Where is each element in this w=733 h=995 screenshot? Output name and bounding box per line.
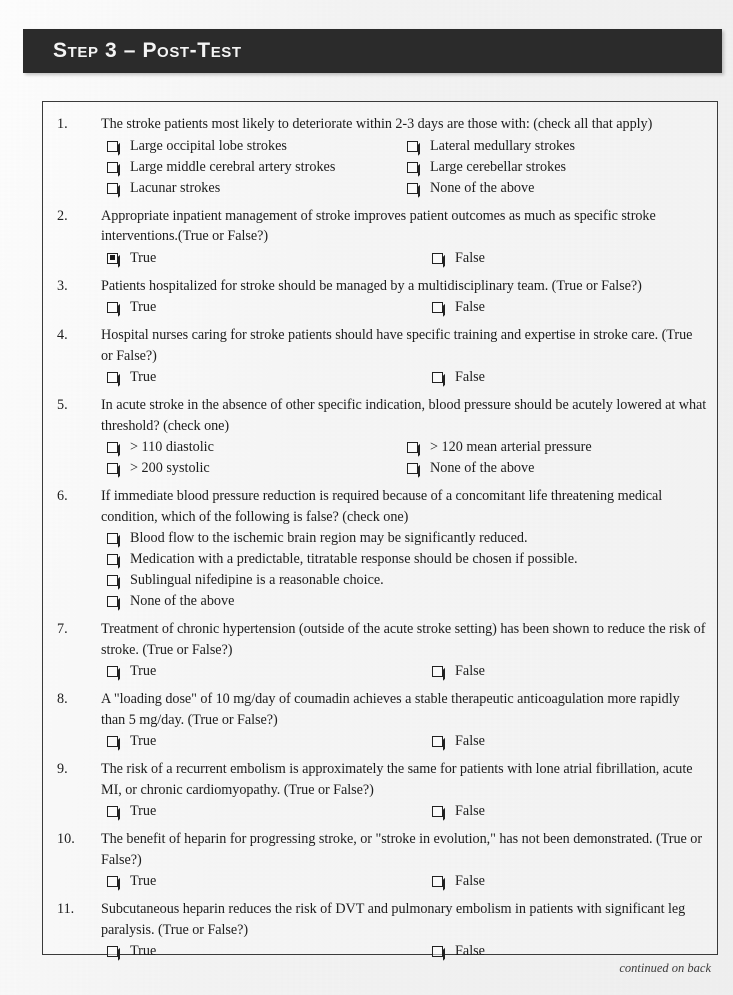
checkbox-icon[interactable]: [432, 946, 443, 957]
option-group: [101, 801, 707, 822]
option-label: False: [455, 369, 485, 385]
question-item: [53, 899, 707, 962]
option-row[interactable]: [432, 367, 485, 388]
checkbox-icon[interactable]: [432, 736, 443, 747]
option-row[interactable]: [107, 570, 707, 591]
option-label: > 110 diastolic: [130, 439, 214, 455]
option-label: True: [130, 943, 157, 959]
option-group: [101, 367, 707, 388]
option-group: [101, 731, 707, 752]
question-text: Hospital nurses caring for stroke patients should have specific training and expertise in stroke care. (True or False?): [101, 327, 693, 364]
option-row[interactable]: [407, 136, 707, 157]
checkbox-icon[interactable]: [432, 253, 443, 264]
question-number: 7.: [57, 621, 68, 637]
option-row[interactable]: [107, 528, 707, 549]
checkbox-icon[interactable]: [107, 575, 118, 586]
checkbox-icon[interactable]: [432, 666, 443, 677]
option-label: Blood flow to the ischemic brain region may be significantly reduced.: [130, 530, 528, 546]
option-row[interactable]: [407, 437, 707, 458]
option-row[interactable]: [407, 178, 707, 199]
checkbox-icon[interactable]: [432, 302, 443, 313]
option-row[interactable]: [432, 941, 485, 962]
option-row[interactable]: [107, 136, 407, 157]
checkbox-icon[interactable]: [107, 554, 118, 565]
questionnaire-container: [42, 101, 718, 959]
checkbox-icon[interactable]: [107, 876, 118, 887]
question-text: The benefit of heparin for progressing stroke, or "stroke in evolution," has not been demonstrated. (True or False?): [101, 831, 702, 868]
option-label: False: [455, 873, 485, 889]
option-row[interactable]: [107, 248, 432, 269]
option-row[interactable]: [107, 437, 407, 458]
option-label: False: [455, 249, 485, 266]
checkbox-icon[interactable]: [107, 736, 118, 747]
continued-note: continued on back: [619, 961, 711, 975]
option-label: Lacunar strokes: [130, 179, 221, 196]
option-row[interactable]: [107, 297, 432, 318]
option-row[interactable]: [107, 591, 707, 612]
checkbox-icon[interactable]: [107, 596, 118, 607]
question-item: [53, 689, 707, 752]
option-row[interactable]: [107, 367, 432, 388]
checkbox-icon[interactable]: [407, 141, 418, 152]
option-row[interactable]: [432, 297, 485, 318]
option-label: True: [130, 663, 157, 679]
option-row[interactable]: [107, 731, 432, 752]
option-label: > 200 systolic: [130, 460, 210, 476]
question-number: 4.: [57, 327, 68, 343]
option-row[interactable]: [107, 549, 707, 570]
option-row[interactable]: [107, 801, 432, 822]
question-list: [43, 102, 717, 969]
question-item: [53, 829, 707, 892]
checkbox-icon[interactable]: [107, 372, 118, 383]
checkbox-icon[interactable]: [107, 162, 118, 173]
checkbox-icon[interactable]: [107, 666, 118, 677]
option-row[interactable]: [432, 731, 485, 752]
option-label: Medication with a predictable, titratable response should be chosen if possible.: [130, 551, 578, 567]
option-label: False: [455, 733, 485, 749]
checkbox-icon[interactable]: [107, 302, 118, 313]
option-label: Lateral medullary strokes: [430, 137, 575, 154]
option-label: Large cerebellar strokes: [430, 158, 567, 175]
checkbox-checked-icon[interactable]: [107, 253, 118, 264]
checkbox-icon[interactable]: [107, 463, 118, 474]
option-label: Large middle cerebral artery strokes: [130, 158, 336, 175]
option-row[interactable]: [107, 157, 407, 178]
question-number: 1.: [57, 116, 68, 132]
option-label: False: [455, 803, 485, 819]
option-label: None of the above: [130, 593, 235, 609]
option-group: [101, 941, 707, 962]
question-number: 5.: [57, 397, 68, 413]
option-label: True: [130, 733, 157, 749]
checkbox-icon[interactable]: [107, 442, 118, 453]
checkbox-icon[interactable]: [432, 806, 443, 817]
option-label: False: [455, 663, 485, 679]
option-group: [101, 437, 707, 479]
question-item: [53, 325, 707, 388]
checkbox-icon[interactable]: [407, 162, 418, 173]
option-label: > 120 mean arterial pressure: [430, 439, 592, 455]
checkbox-icon[interactable]: [407, 183, 418, 194]
question-item: [53, 759, 707, 822]
option-group: [101, 871, 707, 892]
question-number: 8.: [57, 691, 68, 707]
checkbox-icon[interactable]: [407, 442, 418, 453]
question-text: Appropriate inpatient management of stroke improves patient outcomes as much as specific stroke interventions.(True or False?): [101, 207, 656, 244]
question-text: The risk of a recurrent embolism is approximately the same for patients with lone atrial fibrillation, acute MI, or chronic cardiomyopathy. (True or False?): [101, 761, 693, 798]
checkbox-icon[interactable]: [432, 876, 443, 887]
question-item: [53, 206, 707, 269]
question-text: Subcutaneous heparin reduces the risk of DVT and pulmonary embolism in patients with significant leg paralysis. (True or False?): [101, 901, 686, 938]
question-number: 2.: [57, 207, 68, 224]
section-header-bar: [23, 29, 722, 73]
question-number: 6.: [57, 488, 68, 504]
option-label: True: [130, 873, 157, 889]
option-label: None of the above: [430, 179, 535, 196]
checkbox-icon[interactable]: [107, 141, 118, 152]
checkbox-icon[interactable]: [107, 533, 118, 544]
question-text: In acute stroke in the absence of other specific indication, blood pressure should be acutely lowered at what threshold? (check one): [101, 397, 707, 434]
option-row[interactable]: [432, 801, 485, 822]
question-item: [53, 619, 707, 682]
option-label: True: [130, 369, 157, 385]
question-item: [53, 276, 707, 319]
option-group: [101, 528, 707, 612]
question-text: The stroke patients most likely to deteriorate within 2-3 days are those with: (check all that apply): [101, 116, 653, 132]
option-group: [101, 297, 707, 318]
page-title: Step 3 – Post-Test: [53, 39, 242, 62]
question-item: [53, 395, 707, 479]
option-row[interactable]: [107, 661, 432, 682]
question-item: [53, 114, 707, 199]
option-row[interactable]: [107, 178, 407, 199]
option-label: True: [130, 299, 157, 315]
checkbox-icon[interactable]: [107, 946, 118, 957]
option-row[interactable]: [432, 871, 485, 892]
question-number: 11.: [57, 901, 75, 917]
option-row[interactable]: [107, 941, 432, 962]
option-row[interactable]: [107, 458, 407, 479]
option-row[interactable]: [407, 458, 707, 479]
option-label: False: [455, 943, 485, 959]
option-row[interactable]: [107, 871, 432, 892]
option-label: False: [455, 299, 485, 315]
question-number: 9.: [57, 761, 68, 777]
option-group: [101, 661, 707, 682]
question-text: Treatment of chronic hypertension (outside of the acute stroke setting) has been shown to reduce the risk of stroke. (True or False?): [101, 621, 706, 658]
option-label: Sublingual nifedipine is a reasonable choice.: [130, 572, 384, 588]
option-row[interactable]: [432, 661, 485, 682]
question-number: 3.: [57, 277, 68, 294]
question-text: A "loading dose" of 10 mg/day of coumadin achieves a stable therapeutic anticoagulation more rapidly than 5 mg/day. (True or False?): [101, 691, 680, 728]
option-label: True: [130, 249, 157, 266]
question-item: [53, 486, 707, 612]
question-number: 10.: [57, 831, 75, 847]
checkbox-icon[interactable]: [432, 372, 443, 383]
question-text: If immediate blood pressure reduction is required because of a concomitant life threatening medical condition, which of the following is false? (check one): [101, 488, 663, 525]
option-row[interactable]: [407, 157, 707, 178]
option-group: [101, 248, 707, 269]
option-group: [101, 136, 707, 199]
option-label: Large occipital lobe strokes: [130, 137, 287, 154]
checkbox-icon[interactable]: [107, 806, 118, 817]
option-label: True: [130, 803, 157, 819]
option-label: None of the above: [430, 460, 535, 476]
checkbox-icon[interactable]: [407, 463, 418, 474]
option-row[interactable]: [432, 248, 485, 269]
checkbox-icon[interactable]: [107, 183, 118, 194]
question-text: Patients hospitalized for stroke should be managed by a multidisciplinary team. (True or False?): [101, 277, 642, 294]
